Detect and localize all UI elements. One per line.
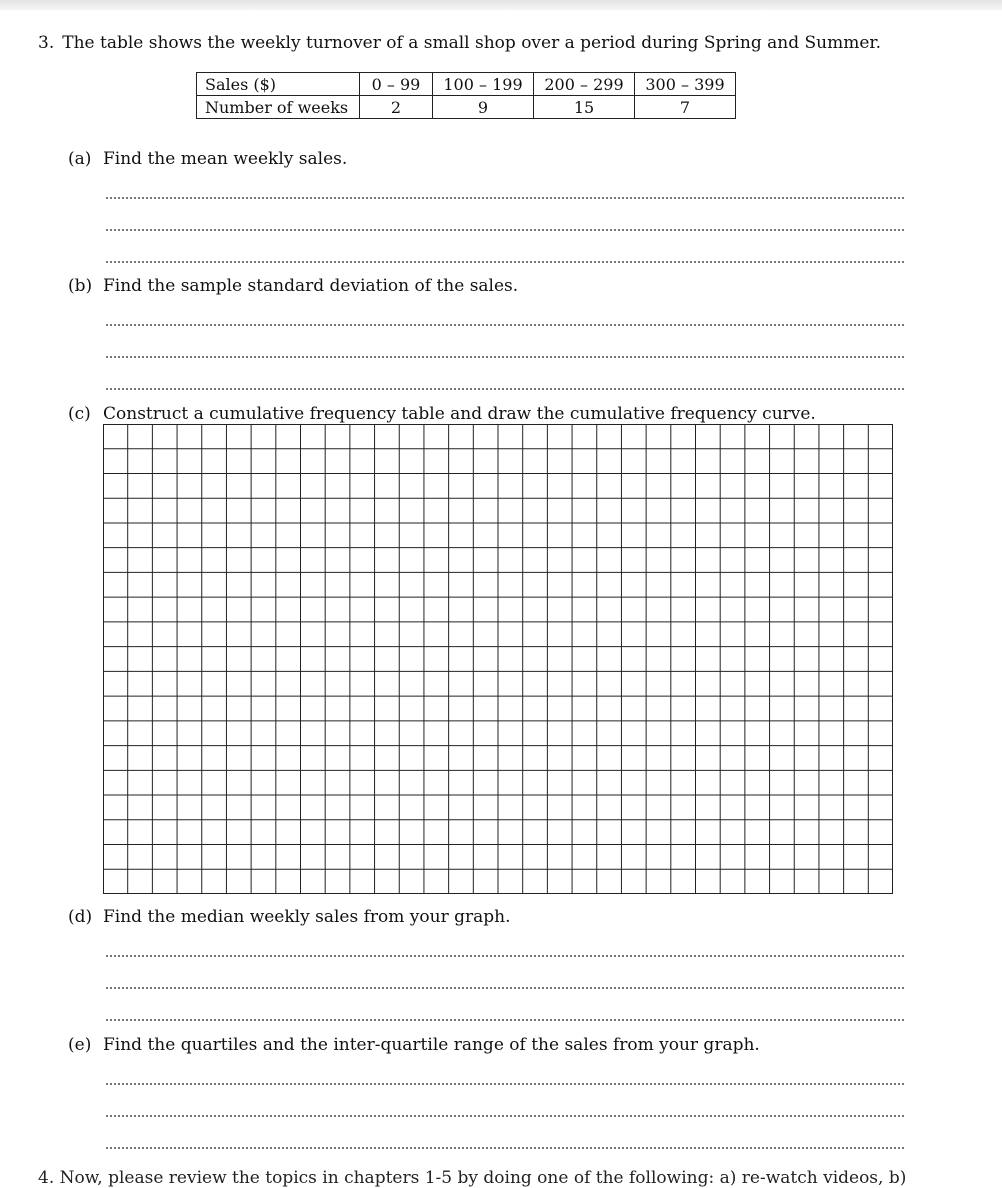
answer-line[interactable]: [106, 261, 904, 263]
part-d-prompt: [68, 907, 510, 927]
part-c-prompt: [68, 404, 816, 424]
answer-line[interactable]: [106, 1083, 904, 1085]
part-a-label: (a): [68, 149, 92, 169]
part-d-label: (d): [68, 907, 93, 927]
sales-row-label: Sales ($): [197, 73, 360, 96]
part-d-text: Find the median weekly sales from your graph.: [103, 907, 511, 927]
part-a-prompt: [68, 149, 347, 169]
answer-line[interactable]: [106, 1147, 904, 1149]
top-edge: [0, 0, 1002, 10]
part-c-text: Construct a cumulative frequency table and draw the cumulative frequency curve.: [103, 404, 816, 424]
part-e-prompt: [68, 1035, 760, 1055]
weeks-row-label: Number of weeks: [197, 96, 360, 119]
answer-line[interactable]: [106, 1019, 904, 1021]
sales-row: [197, 73, 736, 96]
weeks-cell: 2: [360, 96, 433, 119]
part-b-label: (b): [68, 276, 93, 296]
question-text: The table shows the weekly turnover of a small shop over a period during Spring and Summer.: [62, 33, 882, 53]
part-e-text: Find the quartiles and the inter-quartile range of the sales from your graph.: [103, 1035, 760, 1055]
weeks-cell: 9: [433, 96, 534, 119]
next-question-cutoff: 4. Now, please review the topics in chapters 1-5 by doing one of the following: a) re-watch videos, b): [38, 1168, 907, 1188]
part-a-text: Find the mean weekly sales.: [103, 149, 348, 169]
class-cell: 200 – 299: [534, 73, 635, 96]
question-number: 3.: [38, 33, 55, 53]
weeks-row: [197, 96, 736, 119]
class-cell: 300 – 399: [635, 73, 736, 96]
class-cell: 100 – 199: [433, 73, 534, 96]
weeks-cell: 7: [635, 96, 736, 119]
answer-line[interactable]: [106, 197, 904, 199]
weeks-cell: 15: [534, 96, 635, 119]
part-c-label: (c): [68, 404, 91, 424]
answer-line[interactable]: [106, 987, 904, 989]
part-b-text: Find the sample standard deviation of the sales.: [103, 276, 519, 296]
answer-line[interactable]: [106, 955, 904, 957]
answer-line[interactable]: [106, 356, 904, 358]
graph-paper-grid[interactable]: [103, 424, 893, 894]
question-3-stem: [38, 33, 881, 53]
sales-table: [196, 72, 736, 119]
class-cell: 0 – 99: [360, 73, 433, 96]
answer-line[interactable]: [106, 324, 904, 326]
answer-line[interactable]: [106, 229, 904, 231]
answer-line[interactable]: [106, 388, 904, 390]
answer-line[interactable]: [106, 1115, 904, 1117]
part-e-label: (e): [68, 1035, 92, 1055]
part-b-prompt: [68, 276, 518, 296]
